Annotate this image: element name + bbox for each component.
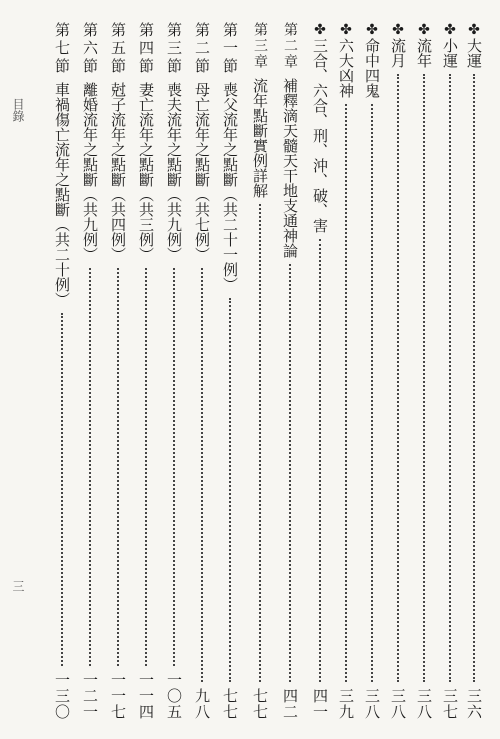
entry-title: 大運 <box>465 38 483 68</box>
toc-section <box>134 22 158 720</box>
toc-section <box>106 22 130 720</box>
entry-page: 一一七 <box>109 672 127 720</box>
leader-dots <box>473 74 475 682</box>
section-number: 第七節 <box>53 22 71 76</box>
leader-dots <box>397 74 399 682</box>
entry-title: 三合、六合、刑、沖、破、害 <box>311 38 329 233</box>
toc-section <box>218 22 242 720</box>
toc-entry <box>334 22 358 720</box>
chapter-title: 補釋滴天髓天干地支通神論 <box>281 78 299 258</box>
section-title: 離婚流年之點斷（共九例） <box>81 82 99 262</box>
toc-entry <box>360 22 384 720</box>
chapter-number: 第三章 <box>252 22 268 70</box>
entry-page: 一一四 <box>137 672 155 720</box>
chapter-number: 第二章 <box>282 22 298 70</box>
leader-dots <box>449 74 451 682</box>
toc-entry <box>386 22 410 720</box>
toc-entry <box>308 22 332 720</box>
leader-dots <box>117 268 119 666</box>
entry-title: 流年 <box>415 38 433 68</box>
bullet-icon: ✤ <box>338 22 354 38</box>
section-number: 第一節 <box>221 22 239 76</box>
toc-section <box>190 22 214 720</box>
running-header: 目錄 <box>11 98 25 122</box>
section-title: 妻亡流年之點斷（共三例） <box>137 82 155 262</box>
bullet-icon: ✤ <box>364 22 380 38</box>
toc-entry <box>462 22 486 720</box>
entry-page: 三六 <box>465 688 483 720</box>
section-number: 第六節 <box>81 22 99 76</box>
entry-page: 四二 <box>281 688 299 720</box>
entry-page: 三八 <box>363 688 381 720</box>
toc-section <box>50 22 74 720</box>
section-title: 母亡流年之點斷（共七例） <box>193 82 211 262</box>
leader-dots <box>173 268 175 666</box>
entry-page: 三八 <box>389 688 407 720</box>
leader-dots <box>89 268 91 666</box>
section-number: 第三節 <box>165 22 183 76</box>
entry-page: 三七 <box>441 688 459 720</box>
toc-chapter <box>278 22 302 720</box>
entry-page: 一三〇 <box>53 672 71 720</box>
entry-title: 六大凶神 <box>337 38 355 98</box>
entry-page: 一〇五 <box>165 672 183 720</box>
leader-dots <box>345 104 347 682</box>
toc-section <box>162 22 186 720</box>
leader-dots <box>259 204 261 682</box>
entry-page: 三九 <box>337 688 355 720</box>
entry-page: 九八 <box>193 688 211 720</box>
bullet-icon: ✤ <box>312 22 328 38</box>
section-number: 第二節 <box>193 22 211 76</box>
entry-page: 一二一 <box>81 672 99 720</box>
bullet-icon: ✤ <box>416 22 432 38</box>
bullet-icon: ✤ <box>442 22 458 38</box>
leader-dots <box>319 239 321 682</box>
toc-entry <box>438 22 462 720</box>
entry-title: 流月 <box>389 38 407 68</box>
leader-dots <box>145 268 147 666</box>
bullet-icon: ✤ <box>390 22 406 38</box>
entry-page: 七七 <box>251 688 269 720</box>
leader-dots <box>371 104 373 682</box>
entry-page: 七七 <box>221 688 239 720</box>
leader-dots <box>229 298 231 682</box>
folio-page-number: 三 <box>11 580 25 592</box>
section-number: 第五節 <box>109 22 127 76</box>
section-title: 喪夫流年之點斷（共九例） <box>165 82 183 262</box>
section-number: 第四節 <box>137 22 155 76</box>
entry-page: 三八 <box>415 688 433 720</box>
section-title: 尅子流年之點斷（共四例） <box>109 82 127 262</box>
section-title: 喪父流年之點斷（共二十一例） <box>221 82 239 292</box>
leader-dots <box>201 268 203 682</box>
entry-title: 命中四鬼 <box>363 38 381 98</box>
bullet-icon: ✤ <box>466 22 482 38</box>
section-title: 車禍傷亡流年之點斷（共二十例） <box>53 82 71 307</box>
entry-page: 四一 <box>311 688 329 720</box>
toc-entry <box>412 22 436 720</box>
leader-dots <box>289 264 291 682</box>
leader-dots <box>61 313 63 666</box>
chapter-title: 流年點斷實例詳解 <box>251 78 269 198</box>
entry-title: 小運 <box>441 38 459 68</box>
toc-section <box>78 22 102 720</box>
toc-chapter <box>248 22 272 720</box>
leader-dots <box>423 74 425 682</box>
